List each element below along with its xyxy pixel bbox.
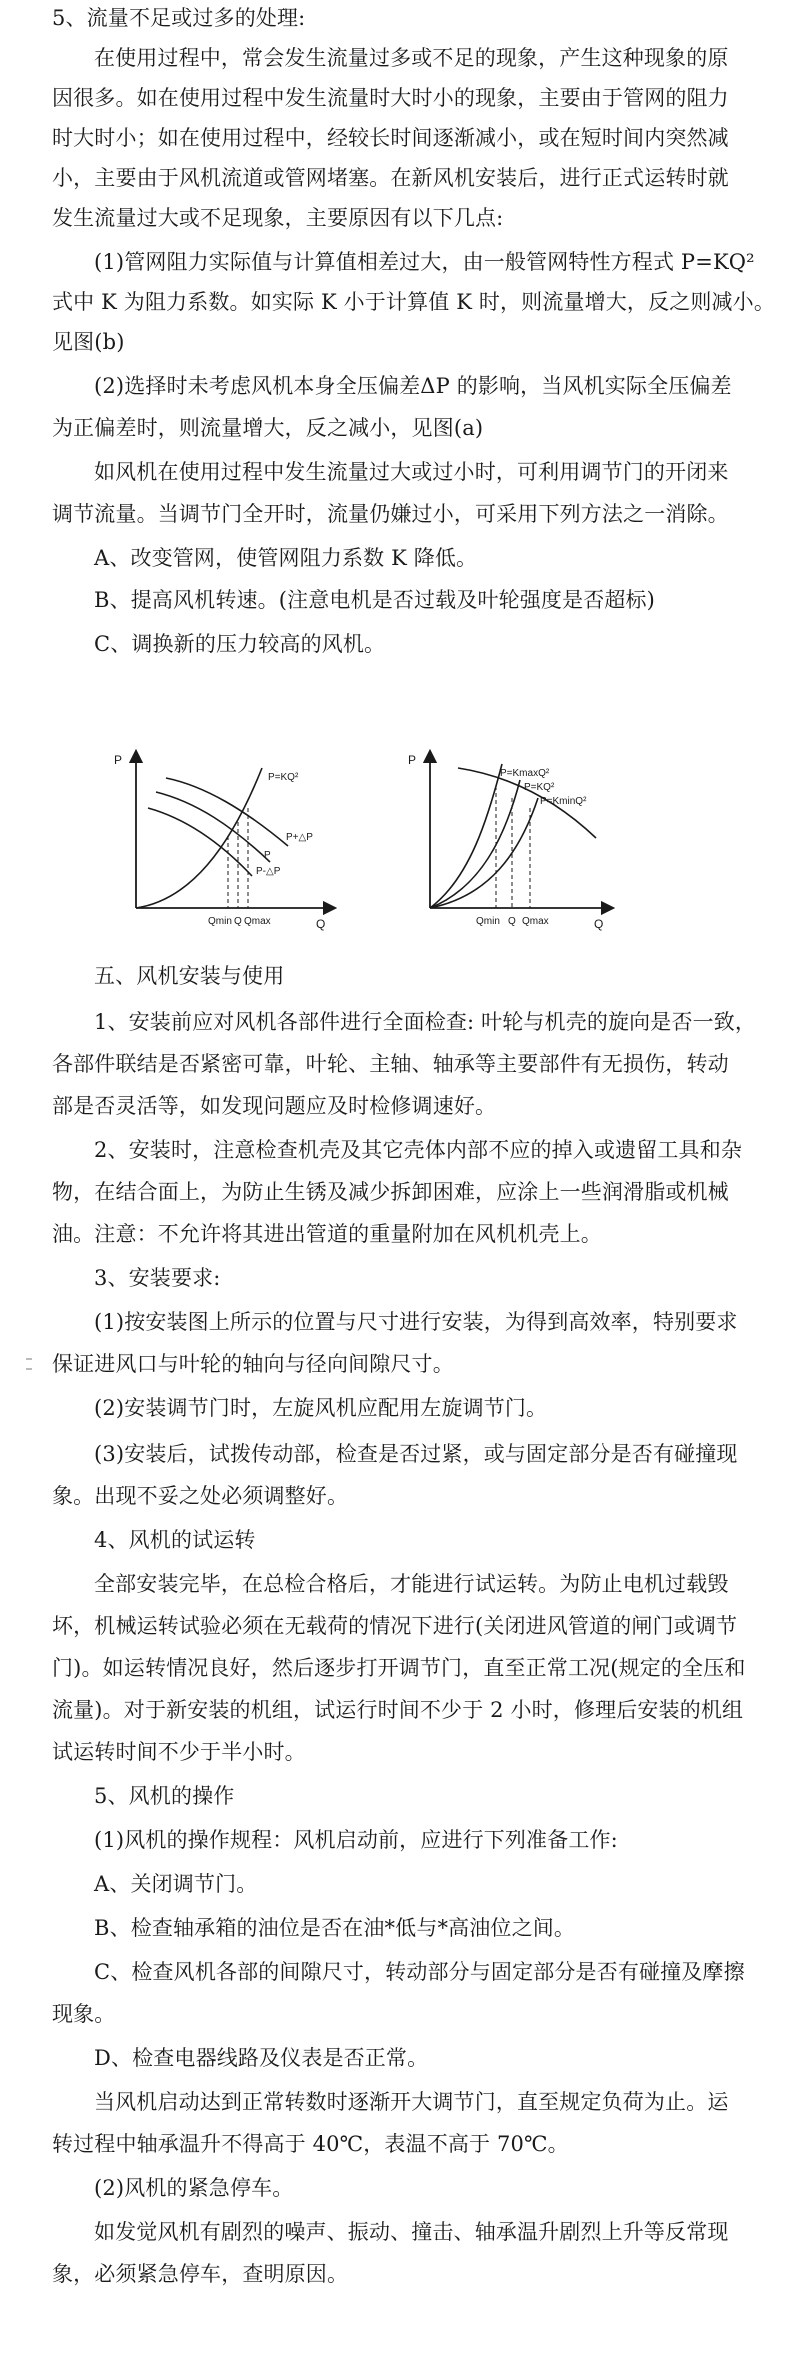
- paragraph-line: (2)风机的紧急停车。: [94, 2176, 294, 2200]
- paragraph-line: 全部安装完毕，在总检合格后，才能进行试运转。为防止电机过载毁: [94, 1572, 729, 1596]
- figure-b-x-label: Q: [594, 917, 604, 931]
- figure-b-kmin-label: P=KminQ²: [540, 796, 587, 807]
- paragraph-line: 为正偏差时，则流量增大，反之减小，见图(a): [52, 416, 484, 440]
- figure-a-curve-plus: [166, 778, 288, 846]
- subheading: 3、安装要求:: [94, 1266, 221, 1290]
- section-heading-flow: 5、流量不足或过多的处理:: [52, 6, 306, 30]
- figure-a-pipe-label: P=KQ²: [268, 772, 299, 783]
- list-item: C、调换新的压力较高的风机。: [94, 632, 386, 656]
- figure-b-k-label: P=KQ²: [524, 782, 555, 793]
- figure-b-curve-k: [430, 780, 520, 908]
- figure-b-y-label: P: [408, 753, 417, 767]
- figure-a-curve-minus: [148, 808, 252, 876]
- paragraph-line: (1)风机的操作规程：风机启动前，应进行下列准备工作:: [94, 1828, 618, 1852]
- paragraph-line: 发生流量过大或不足现象，主要原因有以下几点:: [52, 206, 504, 230]
- figure-a-tick-qmin: Qmin: [208, 916, 232, 927]
- figure-b-curve-kmin: [430, 798, 538, 908]
- list-item: A、关闭调节门。: [94, 1872, 258, 1896]
- figure-b-tick-q: Q: [508, 916, 516, 927]
- figure-row: [0, 728, 800, 938]
- paragraph-line: 1、安装前应对风机各部件进行全面检查: 叶轮与机壳的旋向是否一致，: [94, 1010, 757, 1034]
- paragraph-line: 2、安装时，注意检查机壳及其它壳体内部不应的掉入或遗留工具和杂: [94, 1138, 743, 1162]
- figure-a-x-label: Q: [316, 917, 326, 931]
- paragraph-line: 象，必须紧急停车，查明原因。: [52, 2262, 349, 2286]
- paragraph-line: (1)按安装图上所示的位置与尺寸进行安装，为得到高效率，特别要求: [94, 1310, 738, 1334]
- paragraph-line: 式中 K 为阻力系数。如实际 K 小于计算值 K 时，则流量增大，反之则减小。: [52, 290, 775, 314]
- paragraph-line: 时大时小；如在使用过程中，经较长时间逐渐减小，或在短时间内突然减: [52, 126, 729, 150]
- figure-a-y-label: P: [114, 753, 123, 767]
- paragraph-line: 流量)。对于新安装的机组，试运行时间不少于 2 小时，修理后安装的机组: [52, 1698, 744, 1722]
- paragraph-line: 象。出现不妥之处必须调整好。: [52, 1484, 349, 1508]
- paragraph-line: 如发觉风机有剧烈的噪声、振动、撞击、轴承温升剧烈上升等反常现: [94, 2220, 729, 2244]
- figure-a-curve-mid: [156, 792, 270, 862]
- paragraph-line: 坏，机械运转试验必须在无载荷的情况下进行(关闭进风管道的闸门或调节: [52, 1614, 738, 1638]
- paragraph-line: 当风机启动达到正常转数时逐渐开大调节门，直至规定负荷为止。运: [94, 2090, 729, 2114]
- subheading: 4、风机的试运转: [94, 1528, 256, 1552]
- list-item: B、检查轴承箱的油位是否在油*低与*高油位之间。: [94, 1916, 576, 1940]
- paragraph-line: 调节流量。当调节门全开时，流量仍嫌过小，可采用下列方法之一消除。: [52, 502, 729, 526]
- paragraph-line: 因很多。如在使用过程中发生流量时大时小的现象，主要由于管网的阻力: [52, 86, 729, 110]
- figure-a-chart: [0, 728, 800, 938]
- figure-a-tick-qmax: Qmax: [244, 916, 271, 927]
- paragraph-line: 各部件联结是否紧密可靠，叶轮、主轴、轴承等主要部件有无损伤，转动: [52, 1052, 729, 1076]
- list-item: B、提高风机转速。(注意电机是否过载及叶轮强度是否超标): [94, 588, 656, 612]
- scan-artifact: [26, 1368, 32, 1370]
- figure-b-tick-qmin: Qmin: [476, 916, 500, 927]
- figure-a-plus-label: P+△P: [286, 832, 313, 843]
- paragraph-line: 在使用过程中，常会发生流量过多或不足的现象，产生这种现象的原: [94, 46, 729, 70]
- paragraph-line: 门)。如运转情况良好，然后逐步打开调节门，直至正常工况(规定的全压和: [52, 1656, 746, 1680]
- paragraph-line: 如风机在使用过程中发生流量过大或过小时，可利用调节门的开闭来: [94, 460, 729, 484]
- list-item: A、改变管网，使管网阻力系数 K 降低。: [94, 546, 478, 570]
- paragraph-line: 试运转时间不少于半小时。: [52, 1740, 306, 1764]
- paragraph-line: 保证进风口与叶轮的轴向与径向间隙尺寸。: [52, 1352, 454, 1376]
- list-item: D、检查电器线路及仪表是否正常。: [94, 2046, 429, 2070]
- paragraph-line: 现象。: [52, 2002, 116, 2026]
- figure-a-minus-label: P-△P: [256, 866, 281, 877]
- figure-b-kmax-label: P=KmaxQ²: [500, 768, 550, 779]
- figure-b-tick-qmax: Qmax: [522, 916, 549, 927]
- figure-b-curve-kmax: [430, 764, 502, 908]
- paragraph-line: (2)安装调节门时，左旋风机应配用左旋调节门。: [94, 1396, 548, 1420]
- paragraph-line: 见图(b): [52, 330, 125, 354]
- paragraph-line: 部是否灵活等，如发现问题应及时检修调速好。: [52, 1094, 497, 1118]
- paragraph-line: 转过程中轴承温升不得高于 40℃，表温不高于 70℃。: [52, 2132, 569, 2156]
- paragraph-line: (1)管网阻力实际值与计算值相差过大，由一般管网特性方程式 P=KQ²: [94, 250, 755, 274]
- section-heading-install: 五、风机安装与使用: [94, 964, 285, 988]
- paragraph-line: 油。注意：不允许将其进出管道的重量附加在风机机壳上。: [52, 1222, 602, 1246]
- figure-a-tick-q: Q: [234, 916, 242, 927]
- list-item: C、检查风机各部的间隙尺寸，转动部分与固定部分是否有碰撞及摩擦: [94, 1960, 745, 1984]
- paragraph-line: (3)安装后，试拨传动部，检查是否过紧，或与固定部分是否有碰撞现: [94, 1442, 738, 1466]
- subheading: 5、风机的操作: [94, 1784, 235, 1808]
- figure-a-mid-label: P: [264, 850, 271, 861]
- scan-artifact: [26, 1358, 32, 1360]
- paragraph-line: 物，在结合面上，为防止生锈及减少拆卸困难，应涂上一些润滑脂或机械: [52, 1180, 729, 1204]
- paragraph-line: 小，主要由于风机流道或管网堵塞。在新风机安装后，进行正式运转时就: [52, 166, 729, 190]
- paragraph-line: (2)选择时未考虑风机本身全压偏差ΔP 的影响，当风机实际全压偏差: [94, 374, 732, 398]
